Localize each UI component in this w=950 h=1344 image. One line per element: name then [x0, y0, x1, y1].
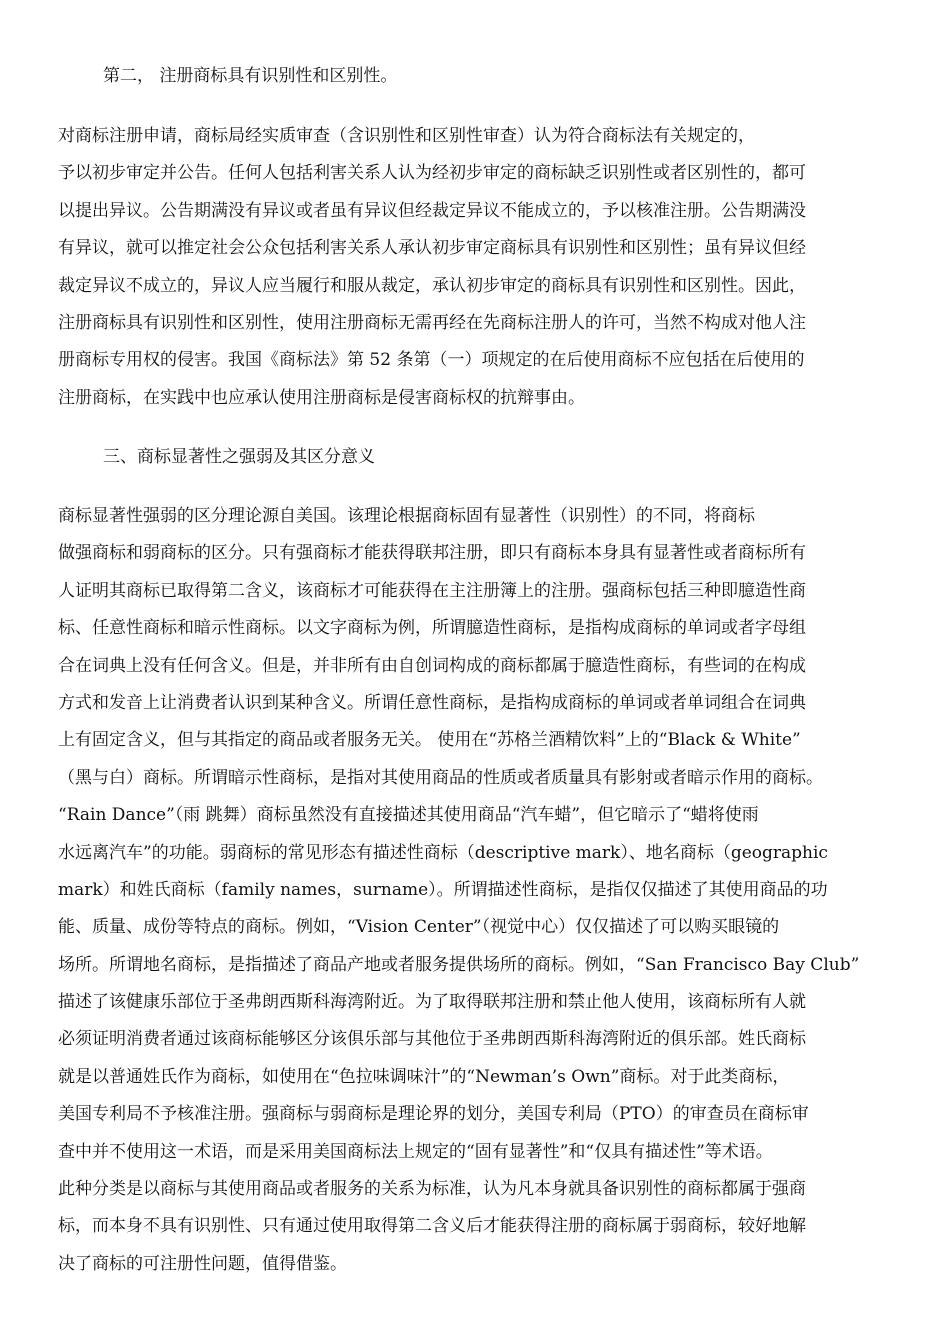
paragraph-line: 有异议，就可以推定社会公众包括利害关系人承认初步审定商标具有识别性和区别性；虽有异议但经	[58, 238, 806, 259]
paragraph-line: 标、任意性商标和暗示性商标。以文字商标为例，所谓臆造性商标，是指构成商标的单词或者字母组	[58, 618, 806, 639]
paragraph-line: mark）和姓氏商标（family names，surname）。所谓描述性商标，是指仅仅描述了其使用商品的功	[58, 879, 828, 900]
paragraph-line: 予以初步审定并公告。任何人包括利害关系人认为经初步审定的商标缺乏识别性或者区别性的，都可	[58, 163, 806, 184]
paragraph-line: 对商标注册申请，商标局经实质审查（含识别性和区别性审查）认为符合商标法有关规定的，	[58, 126, 755, 146]
paragraph-line: 必须证明消费者通过该商标能够区分该俱乐部与其他位于圣弗朗西斯科海湾附近的俱乐部。姓氏商标	[58, 1029, 806, 1050]
paragraph-line: （黑与白）商标。所谓暗示性商标，是指对其使用商品的性质或者质量具有影射或者暗示作用的商标。	[58, 767, 823, 788]
paragraph-line: 决了商标的可注册性问题，值得借鉴。	[58, 1253, 347, 1274]
paragraph-line: 美国专利局不予核准注册。强商标与弱商标是理论界的划分，美国专利局（PTO）的审查员在商标审	[58, 1104, 809, 1125]
paragraph-line: 能、质量、成份等特点的商标。例如，“Vision Center”（视觉中心）仅仅描述了可以购买眼镜的	[58, 917, 780, 938]
paragraph-line: 上有固定含义，但与其指定的商品或者服务无关。 使用在“苏格兰酒精饮料”上的“Black & White”	[58, 730, 801, 751]
paragraph-line: 册商标专用权的侵害。我国《商标法》第 52 条第（一）项规定的在后使用商标不应包括在后使用的	[58, 350, 805, 371]
paragraph-line: 方式和发音上让消费者认识到某种含义。所谓任意性商标，是指构成商标的单词或者单词组合在词典	[58, 692, 806, 713]
paragraph-line: 标，而本身不具有识别性、只有通过使用取得第二含义后才能获得注册的商标属于弱商标，较好地解	[58, 1216, 806, 1237]
paragraph-line: 人证明其商标已取得第二含义，该商标才可能获得在主注册簿上的注册。强商标包括三种即臆造性商	[58, 580, 806, 601]
section-paragraph	[58, 498, 859, 1283]
paragraph-line: 查中并不使用这一术语，而是采用美国商标法上规定的“固有显著性”和“仅具有描述性”等术语。	[58, 1141, 773, 1162]
paragraph-line: 裁定异议不成立的，异议人应当履行和服从裁定，承认初步审定的商标具有识别性和区别性。因此，	[58, 275, 806, 296]
paragraph-line: 就是以普通姓氏作为商标，如使用在“色拉味调味汁”的“Newman’s Own”商标。对于此类商标，	[58, 1066, 790, 1087]
paragraph-line: 合在词典上没有任何含义。但是，并非所有由自创词构成的商标都属于臆造性商标，有些词的在构成	[58, 655, 806, 676]
paragraph-line: 商标显著性强弱的区分理论源自美国。该理论根据商标固有显著性（识别性）的不同，将商标	[58, 506, 755, 526]
paragraph-line: 以提出异议。公告期满没有异议或者虽有异议但经裁定异议不能成立的，予以核准注册。公告期满没	[58, 200, 806, 221]
paragraph-line: 水远离汽车”的功能。弱商标的常见形态有描述性商标（descriptive mark）、地名商标（geographic	[58, 842, 828, 863]
paragraph-line: 注册商标，在实践中也应承认使用注册商标是侵害商标权的抗辩事由。	[58, 387, 585, 408]
section-heading: 三、商标显著性之强弱及其区分意义	[103, 447, 375, 467]
paragraph-line: 场所。所谓地名商标，是指描述了商品产地或者服务提供场所的商标。例如，“San Francisco Bay Club”	[58, 954, 860, 975]
paragraph-line: 做强商标和弱商标的区分。只有强商标才能获得联邦注册，即只有商标本身具有显著性或者商标所有	[58, 543, 806, 564]
paragraph-line: 描述了该健康乐部位于圣弗朗西斯科海湾附近。为了取得联邦注册和禁止他人使用，该商标所有人就	[58, 992, 806, 1013]
paragraph-line: 此种分类是以商标与其使用商品或者服务的关系为标准，认为凡本身就具备识别性的商标都属于强商	[58, 1179, 806, 1200]
paragraph-line: “Rain Dance”（雨 跳舞）商标虽然没有直接描述其使用商品“汽车蜡”，但它暗示了“蜡将使雨	[58, 805, 759, 826]
section-paragraph	[58, 118, 806, 417]
section-heading: 第二， 注册商标具有识别性和区别性。	[103, 66, 398, 86]
paragraph-line: 注册商标具有识别性和区别性，使用注册商标无需再经在先商标注册人的许可，当然不构成对他人注	[58, 312, 806, 333]
